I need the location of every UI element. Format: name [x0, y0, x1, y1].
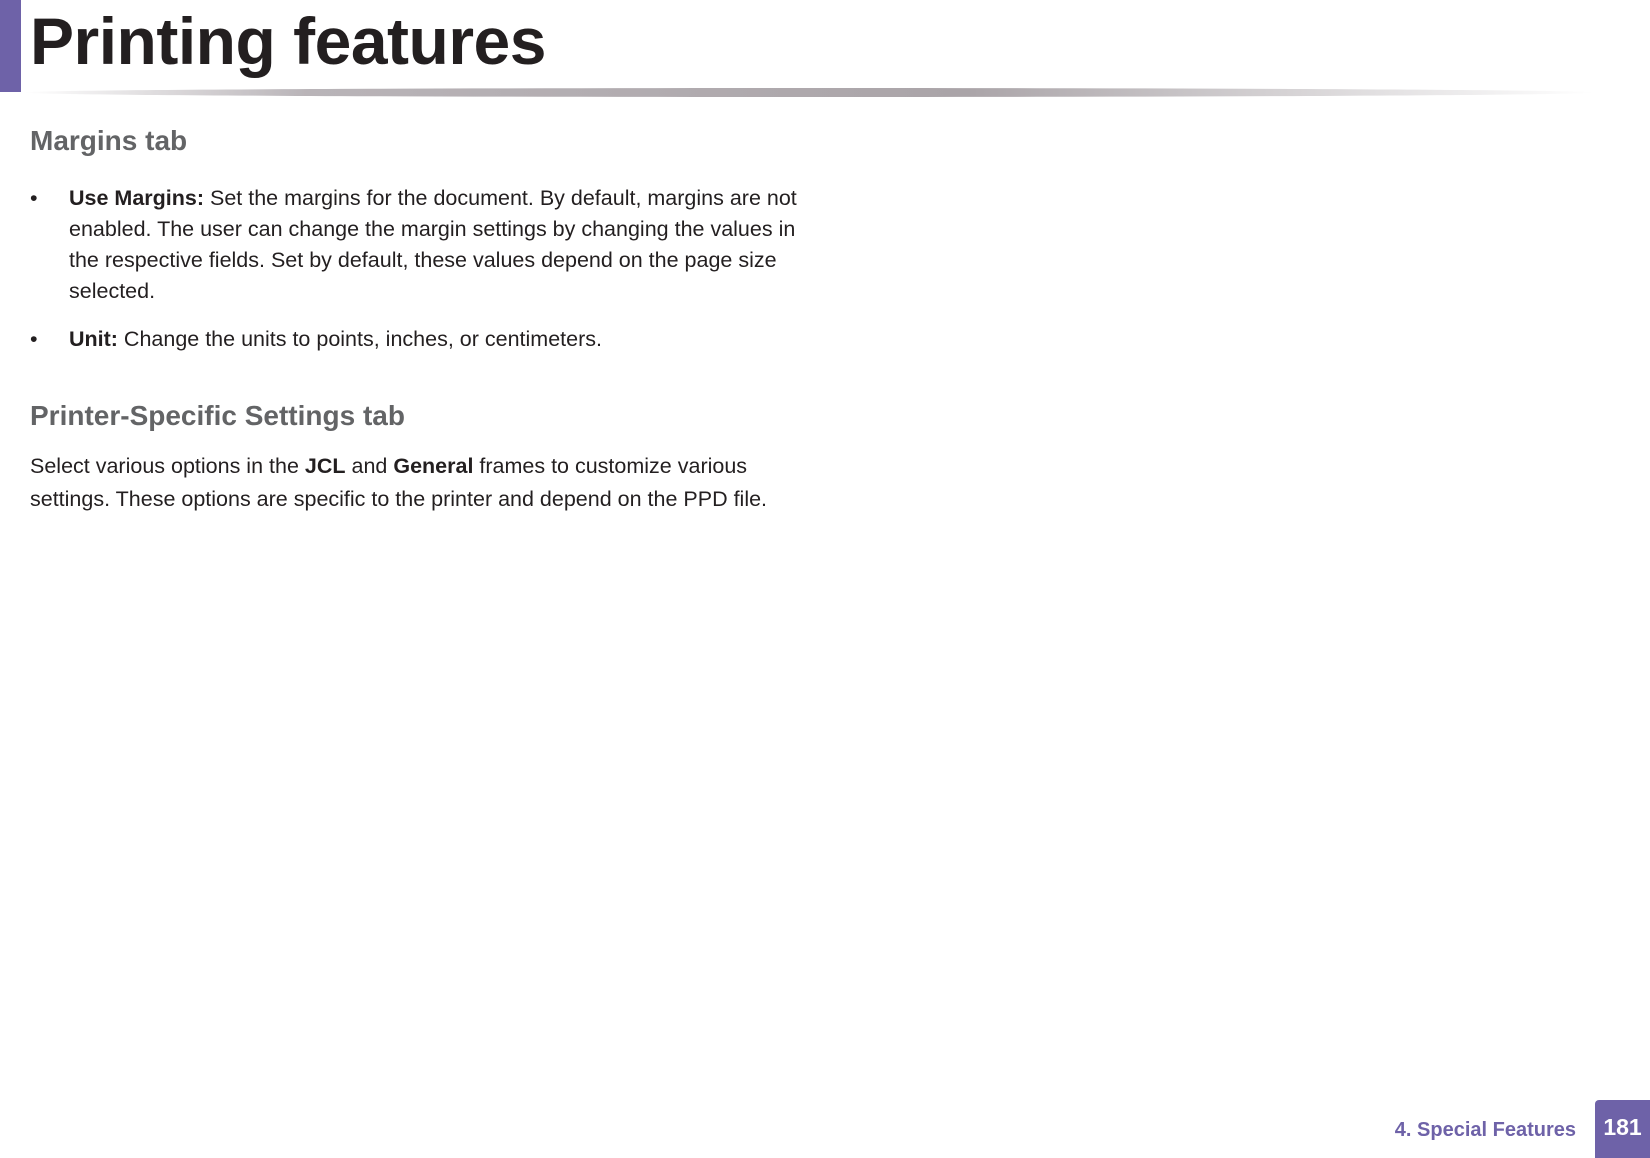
desc-unit: Change the units to points, inches, or centimeters. — [117, 327, 602, 351]
bullet-icon: • — [30, 327, 38, 351]
bullet-use-margins-text — [69, 183, 810, 307]
term-jcl: JCL — [304, 454, 346, 478]
bullet-unit — [30, 324, 810, 355]
printer-specific-paragraph — [30, 450, 810, 516]
term-general: General — [393, 454, 474, 478]
term-unit: Unit: — [69, 327, 118, 351]
term-use-margins: Use Margins: — [69, 186, 205, 210]
section-heading-margins: Margins tab — [30, 125, 188, 156]
title-divider — [24, 88, 1594, 97]
section-heading-printer-specific: Printer-Specific Settings tab — [30, 400, 405, 431]
page-number-badge: 181 — [1595, 1100, 1650, 1158]
bullet-use-margins — [30, 183, 810, 307]
para-text-1: Select various options in the — [30, 454, 305, 478]
page-title: Printing features — [30, 4, 546, 78]
title-accent-bar — [0, 0, 21, 92]
desc-use-margins: Set the margins for the document. By default, margins are not enabled. The user can change the margin settings by changing the values in the respective fields. Set by default, these values depend on the page size selected. — [69, 186, 797, 303]
para-text-3: frames to customize various settings. These options are specific to the printer and depend on the PPD file. — [30, 454, 768, 511]
bullet-unit-text — [69, 324, 810, 355]
footer-chapter-label: 4. Special Features — [1394, 1119, 1576, 1141]
bullet-icon: • — [30, 186, 38, 210]
para-text-2: and — [345, 454, 394, 478]
